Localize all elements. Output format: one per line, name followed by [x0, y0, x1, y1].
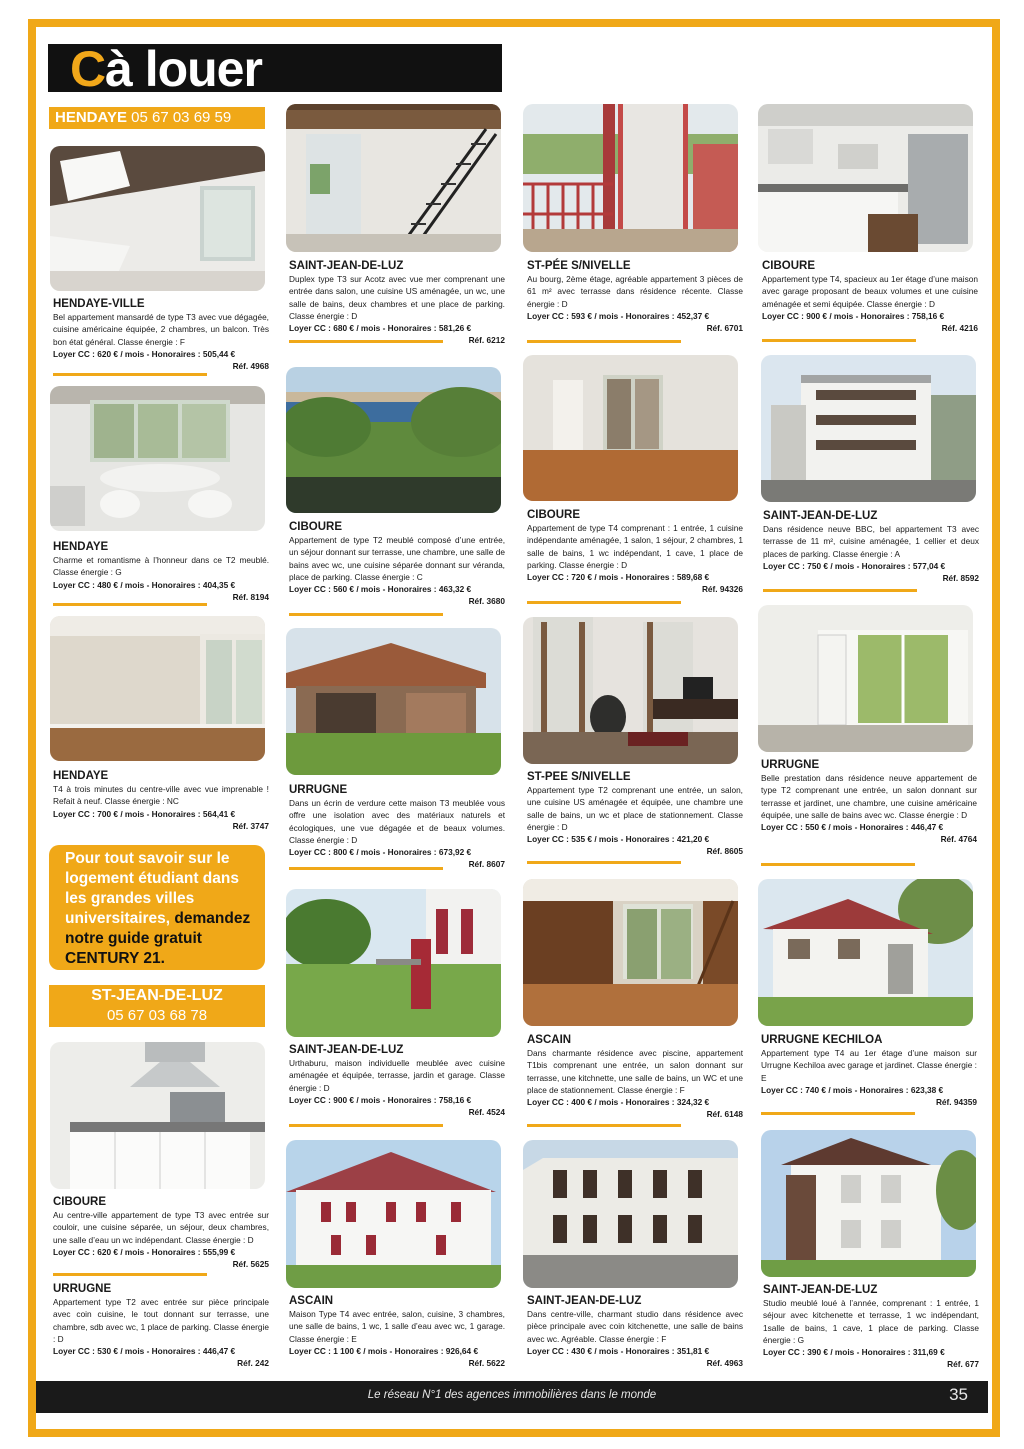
listing-price: Loyer CC : 620 € / mois - Honoraires : 505,44 €	[53, 348, 236, 359]
title-text: à louer	[105, 41, 262, 97]
listing-description: Appartement type T4 au 1er étage d’une maison sur Urrugne Kechiloa avec garage et jardinet. Classe énergie : E	[761, 1048, 977, 1083]
listing-location: URRUGNE	[761, 759, 820, 771]
separator	[761, 1112, 915, 1115]
listing-description: Appartement type T2 avec entrée sur pièce principale avec coin cuisine, le tout donnant sur terrasse, une chambre, sdb avec wc, 1 place de parking. Classe énergie : D	[53, 1297, 269, 1344]
listing-description: Appartement type T2 comprenant une entrée, un salon, une cuisine US aménagée et équipée, une chambre une salle de bains, un wc et place de stationnement. Classe énergie : D	[527, 785, 743, 832]
page-footer	[36, 1381, 988, 1413]
listing-description: Au centre-ville appartement de type T3 avec entrée sur couloir, une cuisine séparée, un séjour, deux chambres, une salle d’eau un wc indépendant. Classe énergie : D	[53, 1210, 269, 1245]
listing-card	[53, 1195, 269, 1270]
listing-photo-living-tv	[523, 617, 738, 764]
listing-photo-round-table-room	[50, 386, 265, 531]
listing-price: Loyer CC : 700 € / mois - Honoraires : 564,41 €	[53, 808, 236, 819]
listing-photo-sea-view	[286, 367, 501, 513]
listing-card	[289, 520, 505, 608]
listing-description: Maison Type T4 avec entrée, salon, cuisine, 3 chambres, une salle de bains, 1 wc, 1 salle d’eau avec wc, 1 garage. Classe énergie : E	[289, 1309, 505, 1344]
listing-photo-kitchen-white	[50, 1042, 265, 1189]
listing-photo-white-building	[761, 1130, 976, 1277]
listing-description: Dans centre-ville, charmant studio dans résidence avec pièce principale avec coin kitchenette, une salle de bains avec wc. Agréable. Classe énergie : F	[527, 1309, 743, 1344]
listing-ref: Réf. 4963	[706, 1358, 743, 1369]
listing-price: Loyer CC : 550 € / mois - Honoraires : 446,47 €	[761, 822, 944, 833]
listing-price: Loyer CC : 720 € / mois - Honoraires : 589,68 €	[527, 572, 710, 583]
listing-card	[527, 508, 743, 596]
listing-description: T4 à trois minutes du centre-ville avec vue imprenable ! Refait à neuf. Classe énergie : NC	[53, 784, 269, 807]
listing-card	[289, 259, 505, 347]
listing-card	[762, 259, 978, 334]
listing-description: Appartement de type T4 comprenant : 1 entrée, 1 cuisine indépendante aménagée, 1 salon, 1 séjour, 2 chambres, 1 salle de bains, 1 wc indépendant, 1 cave, 1 place de parking. Classe énergie : D	[527, 523, 743, 570]
separator	[289, 867, 443, 870]
listing-price: Loyer CC : 620 € / mois - Honoraires : 555,99 €	[53, 1246, 236, 1257]
agency-phone: 05 67 03 68 78	[106, 1007, 208, 1024]
listing-price: Loyer CC : 560 € / mois - Honoraires : 463,32 €	[289, 584, 472, 595]
listing-location: CIBOURE	[53, 1196, 107, 1208]
listing-card	[527, 1294, 743, 1369]
listing-card	[527, 770, 743, 858]
listing-location: URRUGNE	[289, 784, 348, 796]
listing-ref: Réf. 5622	[468, 1358, 505, 1369]
listing-ref: Réf. 3680	[468, 596, 505, 607]
promo-text-part1: Pour tout savoir sur le logement étudiant dans les grandes villes universitaires,	[65, 850, 239, 927]
listing-ref: Réf. 3747	[232, 820, 269, 831]
listing-photo-wood-room	[523, 879, 738, 1026]
listing-price: Loyer CC : 535 € / mois - Honoraires : 421,20 €	[527, 834, 710, 845]
listing-price: Loyer CC : 740 € / mois - Honoraires : 623,38 €	[761, 1084, 944, 1095]
listing-location: HENDAYE	[53, 541, 109, 553]
separator	[53, 1273, 207, 1276]
promo-text-part2: demandez notre guide gratuit CENTURY 21.	[65, 910, 251, 967]
listing-price: Loyer CC : 1 100 € / mois - Honoraires : 926,64 €	[289, 1345, 479, 1356]
listing-card	[527, 1033, 743, 1121]
listing-location: CIBOURE	[762, 260, 816, 272]
agency-phone: 05 67 03 69 59	[131, 109, 232, 126]
listing-ref: Réf. 8592	[942, 573, 979, 584]
listing-description: Urthaburu, maison individuelle meublée avec cuisine aménagée et équipée, terrasse, jardin et garage. Classe énergie : D	[289, 1058, 505, 1093]
listing-location: SAINT-JEAN-DE-LUZ	[289, 1044, 404, 1056]
listing-location: URRUGNE	[53, 1283, 112, 1295]
listing-location: SAINT-JEAN-DE-LUZ	[289, 260, 404, 272]
separator	[761, 863, 915, 866]
listing-ref: Réf. 94359	[935, 1097, 977, 1108]
listing-photo-basque-house	[286, 1140, 501, 1288]
footer-tagline: Le réseau N°1 des agences immobilières dans le monde	[367, 1389, 657, 1401]
listing-location: CIBOURE	[527, 509, 581, 521]
listing-description: Appartement type T4, spacieux au 1er étage d’une maison avec garage proposant de beaux volumes et une cuisine aménagée et semi équipée. Classe énergie : D	[762, 274, 978, 309]
listing-price: Loyer CC : 680 € / mois - Honoraires : 581,26 €	[289, 323, 472, 334]
listing-description: Belle prestation dans résidence neuve appartement de type T2 comprenant une entrée, un salon donnant sur terrasse et jardinet, une chambre, une cuisine américaine équipée, une salle de bains avec wc. Classe énergie : D	[761, 773, 977, 820]
promo-text	[65, 849, 260, 969]
listing-photo-staircase	[286, 104, 501, 252]
listing-ref: Réf. 8607	[468, 859, 505, 870]
listing-photo-modern-residence	[761, 355, 976, 502]
listing-photo-stone-house	[286, 628, 501, 775]
listing-card	[763, 1283, 979, 1371]
listing-price: Loyer CC : 750 € / mois - Honoraires : 577,04 €	[763, 560, 946, 571]
listing-location: SAINT-JEAN-DE-LUZ	[763, 510, 878, 522]
listing-ref: Réf. 94326	[701, 584, 743, 595]
listing-photo-kitchen-inox	[758, 104, 973, 252]
listing-price: Loyer CC : 900 € / mois - Honoraires : 758,16 €	[289, 1094, 472, 1105]
listing-ref: Réf. 6701	[706, 323, 743, 334]
listing-price: Loyer CC : 530 € / mois - Honoraires : 446,47 €	[53, 1346, 236, 1357]
listing-description: Dans charmante résidence avec piscine, appartement T1bis comprenant une entrée, un salon donnant sur terrasse, une kitchnette, une salle de bains, un WC et une place de stationnement. Classe énergie : F	[527, 1048, 743, 1095]
listing-photo-empty-room-window	[50, 616, 265, 761]
listing-ref: Réf. 4764	[940, 834, 977, 845]
listing-card	[761, 758, 977, 846]
separator	[289, 613, 443, 616]
separator	[527, 861, 681, 864]
listing-description: Appartement de type T2 meublé composé d’une entrée, un séjour donnant sur terrasse, une chambre, une salle de bains avec wc, une cuisine séparée donnant sur véranda, place de parking. Classe énergie : C	[289, 535, 505, 582]
listing-photo-small-house	[758, 879, 973, 1026]
listing-price: Loyer CC : 900 € / mois - Honoraires : 758,16 €	[762, 310, 945, 321]
listing-location: ST-PEE S/NIVELLE	[527, 771, 631, 783]
separator	[53, 373, 207, 376]
separator	[289, 1124, 443, 1127]
listing-location: HENDAYE	[53, 770, 109, 782]
listing-price: Loyer CC : 430 € / mois - Honoraires : 351,81 €	[527, 1345, 710, 1356]
listing-location: ASCAIN	[527, 1034, 572, 1046]
page-number: 35	[949, 1385, 968, 1404]
listing-description: Au bourg, 2ème étage, agréable appartement 3 pièces de 61 m² avec terrasse dans résidence récente. Classe énergie : D	[527, 274, 743, 309]
listing-price: Loyer CC : 480 € / mois - Honoraires : 404,35 €	[53, 579, 236, 590]
separator	[763, 589, 917, 592]
listing-location: CIBOURE	[289, 521, 343, 533]
listing-ref: Réf. 4968	[232, 361, 269, 372]
listing-card	[289, 783, 505, 871]
listing-description: Dans résidence neuve BBC, bel appartement T3 avec terrasse de 11 m², cuisine aménagée, 1 cellier et deux places de parking. Classe énergie : A	[763, 524, 979, 559]
separator	[289, 340, 443, 343]
listing-photo-attic-room	[50, 146, 265, 291]
separator	[527, 1124, 681, 1127]
title-initial: C	[70, 41, 105, 97]
listing-card	[53, 297, 269, 372]
listing-price: Loyer CC : 593 € / mois - Honoraires : 452,37 €	[527, 310, 710, 321]
listing-location: ST-PÉE S/NIVELLE	[527, 260, 631, 272]
listing-location: SAINT-JEAN-DE-LUZ	[763, 1284, 878, 1296]
listing-ref: Réf. 8605	[706, 846, 743, 857]
listing-description: Duplex type T3 sur Acotz avec vue mer comprenant une entrée dans salon, une cuisine US aménagée, un wc, une salle de bains, deux chambres et une place de parking. Classe énergie : D	[289, 274, 505, 321]
listing-ref: Réf. 4216	[941, 323, 978, 334]
listing-photo-terrace	[523, 104, 738, 252]
listing-photo-town-building	[523, 1140, 738, 1288]
listing-description: Charme et romantisme à l’honneur dans ce T2 meublé. Classe énergie : G	[53, 555, 269, 578]
separator	[53, 603, 207, 606]
listing-card	[289, 1043, 505, 1118]
listing-location: URRUGNE KECHILOA	[761, 1034, 883, 1046]
listing-card	[289, 1294, 505, 1369]
agency-name: HENDAYE	[55, 109, 127, 126]
listing-card	[527, 259, 743, 334]
listing-location: ASCAIN	[289, 1295, 334, 1307]
listing-ref: Réf. 677	[947, 1359, 979, 1370]
listing-location: HENDAYE-VILLE	[53, 298, 145, 310]
listing-card	[53, 540, 269, 603]
listing-price: Loyer CC : 390 € / mois - Honoraires : 311,69 €	[763, 1347, 945, 1358]
listing-card	[53, 769, 269, 832]
separator	[527, 340, 681, 343]
listing-price: Loyer CC : 800 € / mois - Honoraires : 673,92 €	[289, 847, 472, 858]
listing-card	[53, 1282, 269, 1370]
agency-name: ST-JEAN-DE-LUZ	[91, 987, 223, 1004]
listing-ref: Réf. 6148	[706, 1109, 743, 1120]
listing-photo-parquet-room	[523, 355, 738, 501]
listing-ref: Réf. 5625	[232, 1259, 269, 1270]
listing-description: Dans un écrin de verdure cette maison T3 meublée vous offre une isolation avec des matériaux naturels et écologiques, une vue dégagée et de beaux volumes. Classe énergie : D	[289, 798, 505, 845]
listing-ref: Réf. 242	[237, 1358, 269, 1369]
listing-ref: Réf. 4524	[468, 1107, 505, 1118]
listing-description: Bel appartement mansardé de type T3 avec vue dégagée, cuisine américaine équipée, 2 chambres, un balcon. Très bon état général. Classe énergie : F	[53, 312, 269, 347]
agency-header-stjean	[49, 985, 265, 1027]
listing-card	[761, 1033, 977, 1108]
student-guide-promo[interactable]	[49, 845, 265, 970]
listing-description: Studio meublé loué à l’année, comprenant : 1 entrée, 1 séjour avec kitchenette et terrasse, 1 wc indépendant, 1salle de bains, 1 cave, 1 place de parking. Classe énergie : G	[763, 1298, 979, 1345]
separator	[527, 601, 681, 604]
listing-price: Loyer CC : 400 € / mois - Honoraires : 324,32 €	[527, 1097, 710, 1108]
listing-ref: Réf. 6212	[468, 335, 505, 346]
separator	[762, 339, 916, 342]
agency-header-hendaye	[49, 107, 265, 129]
listing-ref: Réf. 8194	[232, 591, 269, 602]
listing-location: SAINT-JEAN-DE-LUZ	[527, 1295, 642, 1307]
listing-photo-bay-window	[758, 605, 973, 752]
page-title	[48, 41, 502, 97]
listing-photo-garden-house	[286, 889, 501, 1037]
listing-card	[763, 509, 979, 584]
